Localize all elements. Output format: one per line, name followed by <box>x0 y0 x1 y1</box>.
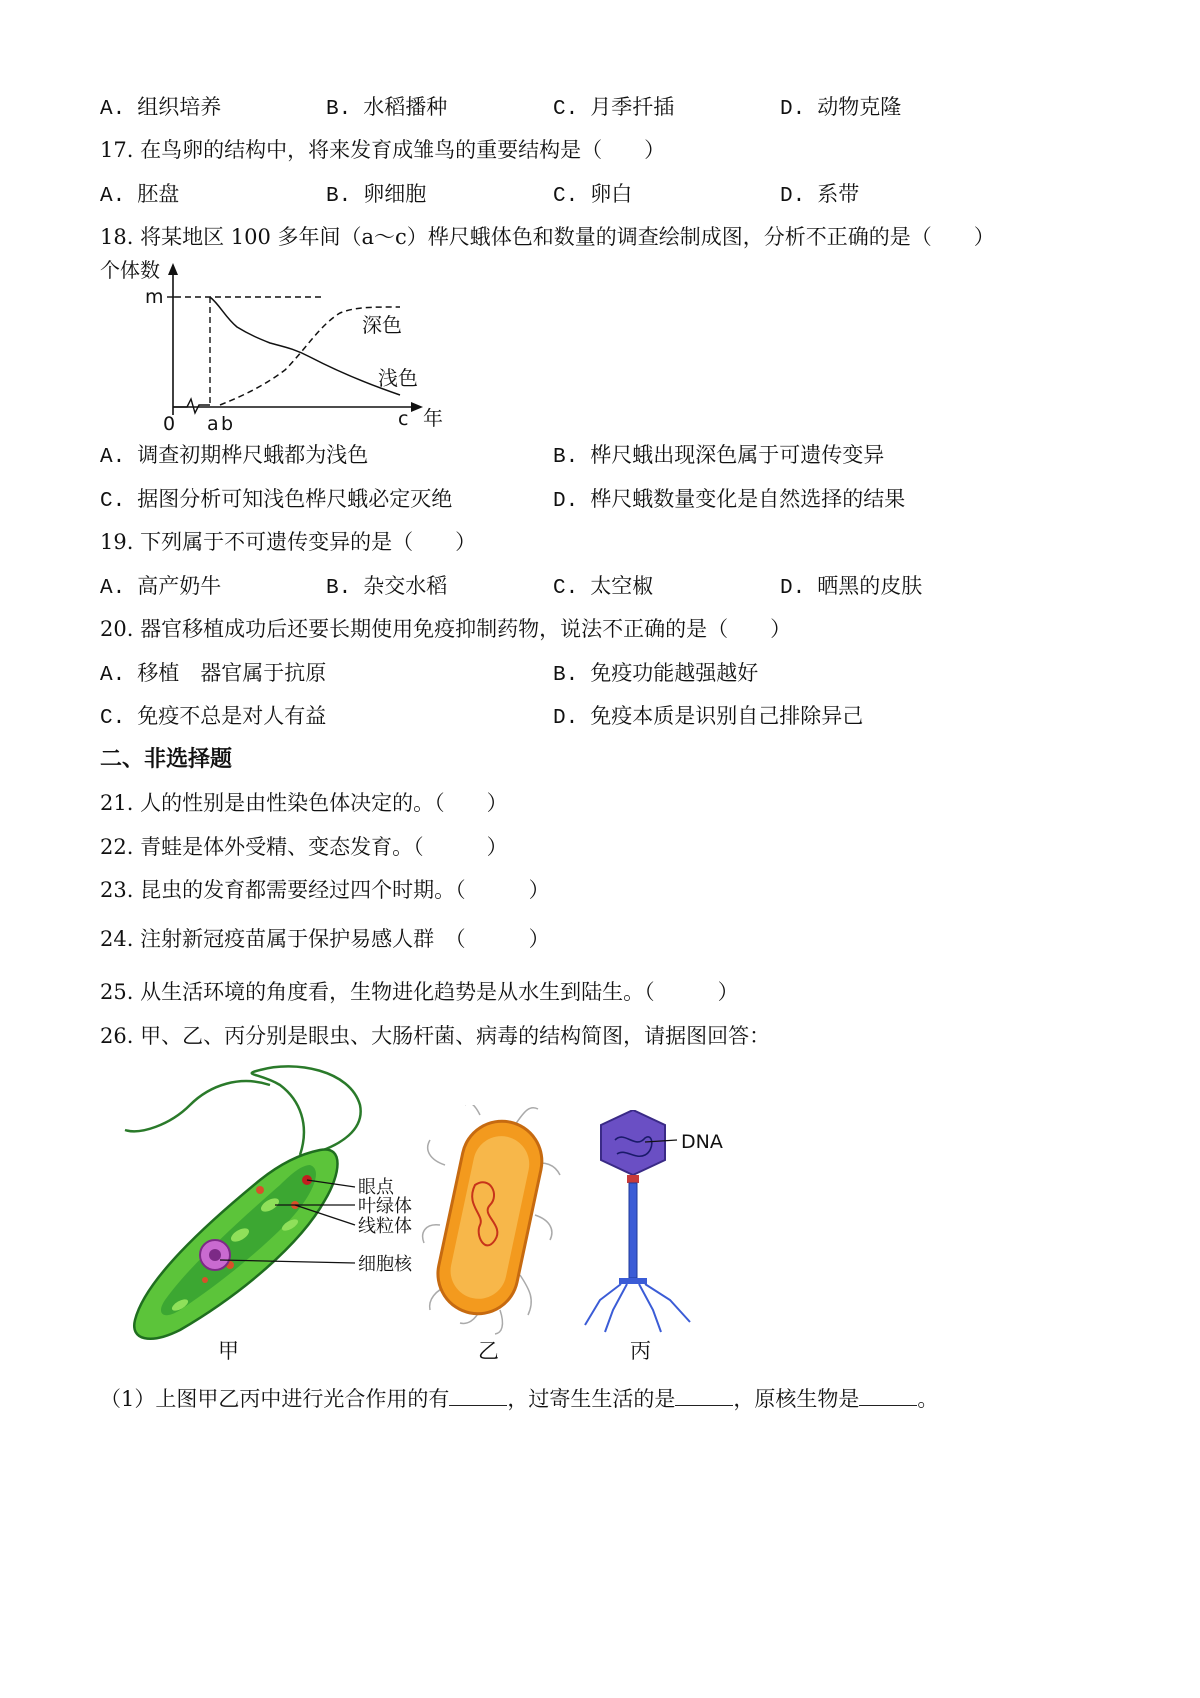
label-eyespot: 眼点 <box>358 1177 394 1198</box>
q17-option-d: D. 系带 <box>780 182 860 208</box>
flagellum <box>252 1066 361 1155</box>
nucleolus <box>209 1249 221 1261</box>
x-axis-label: 年 <box>423 406 443 430</box>
caption-bing: 丙 <box>630 1339 651 1363</box>
q16-option-d: D. 动物克隆 <box>780 95 902 121</box>
series-light-label: 浅色 <box>378 366 418 390</box>
caption-yi: 乙 <box>478 1339 499 1363</box>
y-axis-label: 个体数 <box>100 258 160 282</box>
q20-option-c: C. 免疫不总是对人有益 <box>100 704 327 730</box>
q19-stem: 19. 下列属于不可遗传变异的是（ ） <box>100 530 477 554</box>
y-axis-arrow <box>168 263 178 275</box>
q18-stem: 18. 将某地区 100 多年间（a～c）桦尺蛾体色和数量的调查绘制成图，分析不正确的是（ ） <box>100 225 995 249</box>
q16-option-a: A. 组织培养 <box>100 95 222 121</box>
q19-option-a: A. 高产奶牛 <box>100 574 222 600</box>
q23-statement: 23. 昆虫的发育都需要经过四个时期。（ ） <box>100 878 550 902</box>
q18-option-b: B. 桦尺蛾出现深色属于可遗传变异 <box>553 443 885 469</box>
q21-statement: 21. 人的性别是由性染色体决定的。（ ） <box>100 791 508 815</box>
answer-blank[interactable] <box>449 1385 507 1406</box>
q17-stem: 17. 在鸟卵的结构中，将来发育成雏鸟的重要结构是（ ） <box>100 138 666 162</box>
series-light-line <box>210 297 400 395</box>
q17-option-a: A. 胚盘 <box>100 182 180 208</box>
x-tick-c: c <box>398 408 409 430</box>
virus-tail-fibers <box>585 1284 690 1332</box>
ecoli-figure <box>420 1105 570 1335</box>
caption-jia: 甲 <box>218 1339 239 1363</box>
q20-option-a: A. 移植 器官属于抗原 <box>100 661 327 687</box>
answer-blank[interactable] <box>859 1385 917 1406</box>
q16-option-c: C. 月季扦插 <box>553 95 675 121</box>
label-chloroplast: 叶绿体 <box>358 1196 412 1217</box>
answer-blank[interactable] <box>675 1385 733 1406</box>
x-axis-arrow <box>411 402 423 412</box>
q22-statement: 22. 青蛙是体外受精、变态发育。（ ） <box>100 835 508 859</box>
series-dark-label: 深色 <box>362 313 402 337</box>
q20-option-d: D. 免疫本质是识别自己排除异己 <box>553 704 864 730</box>
q17-option-c: C. 卵白 <box>553 182 633 208</box>
virus-baseplate <box>619 1278 647 1284</box>
section-heading: 二、非选择题 <box>100 747 233 772</box>
x-tick-a: a <box>207 413 219 435</box>
virus-figure <box>575 1110 745 1335</box>
q18-option-d: D. 桦尺蛾数量变化是自然选择的结果 <box>553 487 906 513</box>
q20-option-b: B. 免疫功能越强越好 <box>553 661 759 687</box>
moth-population-chart <box>95 255 455 435</box>
q17-option-b: B. 卵细胞 <box>326 182 427 208</box>
q18-option-a: A. 调查初期桦尺蛾都为浅色 <box>100 443 369 469</box>
label-nucleus: 细胞核 <box>358 1254 412 1275</box>
q19-option-b: B. 杂交水稻 <box>326 574 448 600</box>
euglena-figure <box>110 1065 420 1365</box>
q26-sub1: （1）上图甲乙丙中进行光合作用的有 ，过寄生生活的是 ，原核生物是 。 <box>100 1387 939 1411</box>
q19-option-c: C. 太空椒 <box>553 574 654 600</box>
q19-option-d: D. 晒黑的皮肤 <box>780 574 923 600</box>
mitochondrion <box>256 1186 264 1194</box>
label-mitochondrion: 线粒体 <box>358 1216 412 1237</box>
q18-option-c: C. 据图分析可知浅色桦尺蛾必定灭绝 <box>100 487 453 513</box>
virus-tail <box>629 1183 637 1278</box>
q24-statement: 24. 注射新冠疫苗属于保护易感人群 （ ） <box>100 927 550 951</box>
q16-option-b: B. 水稻播种 <box>326 95 448 121</box>
mitochondrion <box>202 1277 208 1283</box>
origin-label: 0 <box>163 413 176 435</box>
q25-statement: 25. 从生活环境的角度看，生物进化趋势是从水生到陆生。（ ） <box>100 980 739 1004</box>
axis-break <box>173 399 210 413</box>
x-tick-b: b <box>221 413 234 435</box>
q20-stem: 20. 器官移植成功后还要长期使用免疫抑制药物，说法不正确的是（ ） <box>100 617 792 641</box>
label-dna: DNA <box>681 1131 723 1153</box>
m-tick-label: m <box>145 286 164 308</box>
virus-head <box>601 1110 665 1175</box>
flagellum-loop <box>125 1081 270 1131</box>
virus-collar <box>627 1175 639 1183</box>
q26-stem: 26. 甲、乙、丙分别是眼虫、大肠杆菌、病毒的结构简图，请据图回答： <box>100 1024 771 1048</box>
